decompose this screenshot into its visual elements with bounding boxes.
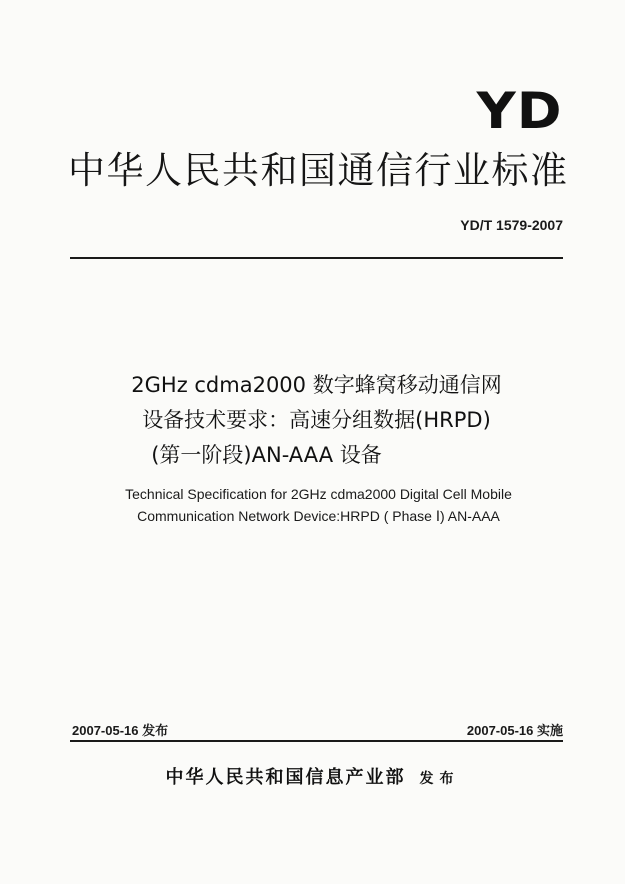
- chinese-title-line-1: 2GHz cdma2000 数字蜂窝移动通信网: [131, 373, 502, 397]
- bottom-divider: [70, 740, 563, 742]
- top-divider: [70, 257, 563, 259]
- standard-number: YD/T 1579-2007: [460, 217, 563, 233]
- publish-action: 发布: [419, 771, 460, 787]
- chinese-title-line-2: 设备技术要求：高速分组数据(HRPD): [142, 408, 491, 432]
- chinese-title-line-3: (第一阶段)AN-AAA 设备: [151, 443, 382, 467]
- publisher-line: [0, 763, 625, 789]
- yd-logo: YD: [476, 82, 563, 140]
- implementation-date: 2007-05-16 实施: [466, 723, 563, 738]
- publisher-name: 中华人民共和国信息产业部: [165, 767, 406, 788]
- english-title-line-1: Technical Specification for 2GHz cdma2000 Digital Cell Mobile: [125, 486, 512, 502]
- standard-category-title: 中华人民共和国通信行业标准: [68, 149, 569, 192]
- issue-date: 2007-05-16 发布: [72, 723, 169, 738]
- english-title-line-2: Communication Network Device:HRPD ( Phase Ⅰ) AN-AAA: [137, 508, 500, 524]
